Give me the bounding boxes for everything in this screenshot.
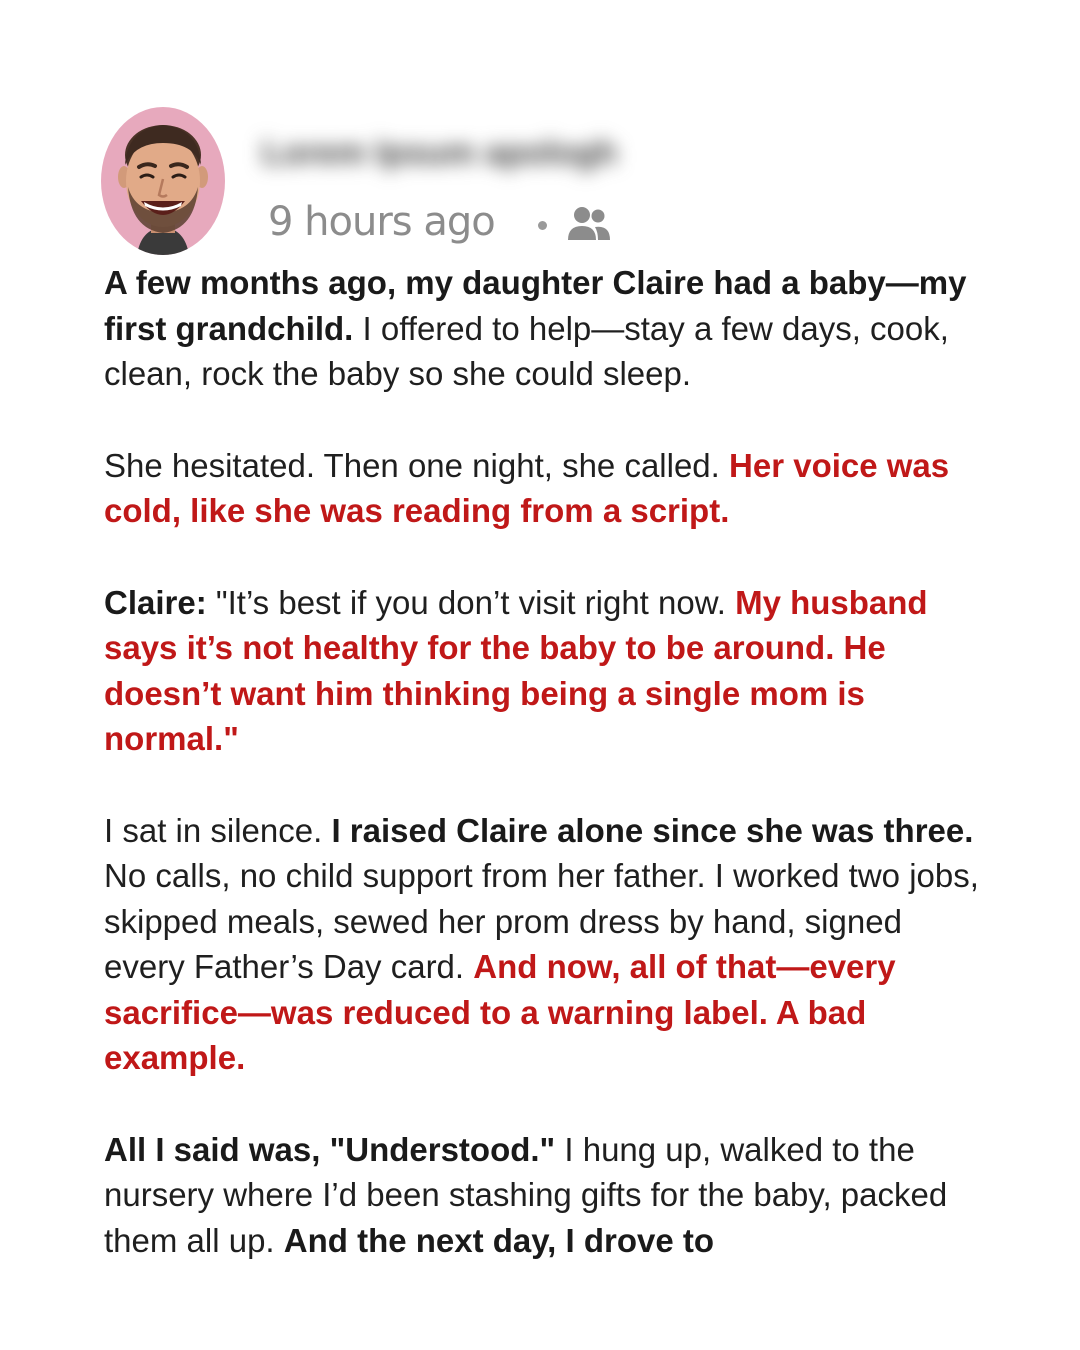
body-text: I hung up, walked to the nursery where I’d been stashing gifts for the baby, packed them all up. [104,1130,948,1259]
body-text: I sat in silence. [104,811,332,849]
body-text: She hesitated. Then one night, she called. [104,446,730,484]
body-text: I offered to help—stay a few days, cook, clean, rock the baby so she could sleep. [104,309,949,392]
highlighted-text: And now, all of that—every sacrifice—was reduced to a warning label. A bad example. [104,948,896,1076]
bold-text: All I said was, "Understood." [104,1130,556,1168]
post-timestamp[interactable]: 9 hours ago [268,199,495,245]
body-text: "It’s best if you don’t visit right now. [206,583,736,621]
post-paragraph [104,1127,984,1264]
post-paragraph [104,260,984,397]
post-paragraph [104,580,984,762]
bold-text: Claire: [104,583,207,621]
smiling-man-avatar-icon [101,107,225,255]
body-text: No calls, no child support from her father. I worked two jobs, skipped meals, sewed her prom dress by hand, signed every Father’s Day card. [104,857,979,985]
post-meta [268,196,612,248]
post-paragraph [104,808,984,1081]
post-body [104,260,984,1290]
highlighted-text: Her voice was cold, like she was reading from a script. [104,446,950,529]
bold-text: And the next day, I drove to [283,1221,715,1259]
author-name[interactable]: Lorem Ipsum apologh [262,134,618,172]
dot-icon [538,221,547,230]
avatar[interactable] [101,107,225,255]
post-paragraph [104,443,984,534]
bold-text: I raised Claire alone since she was three. [331,811,974,849]
friends-icon[interactable] [566,204,612,244]
bold-text: A few months ago, my daughter Claire had a baby—my first grandchild. [104,264,967,347]
highlighted-text: My husband says it’s not healthy for the baby to be around. He doesn’t want him thinking being a single mom is normal." [104,583,928,757]
